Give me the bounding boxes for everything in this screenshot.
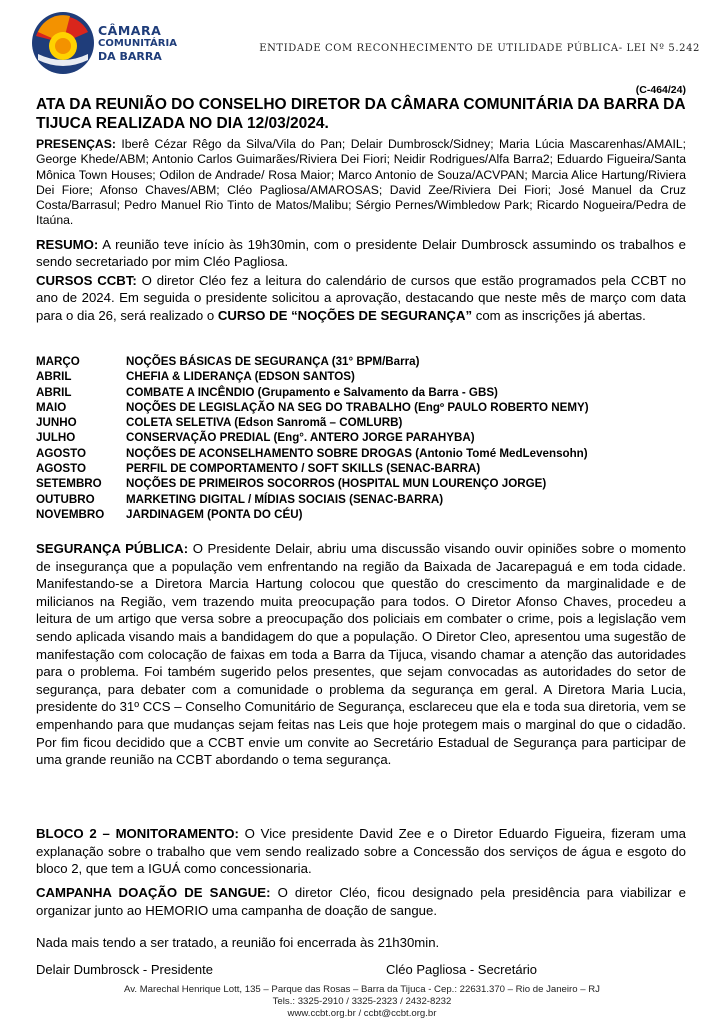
schedule-month: ABRIL: [36, 370, 72, 384]
closing-paragraph: Nada mais tendo a ser tratado, a reunião foi encerrada às 21h30min.: [36, 935, 440, 950]
schedule-row: [36, 400, 686, 415]
courses-highlight: CURSO DE “NOÇÕES DE SEGURANÇA”: [217, 307, 473, 323]
courses-paragraph: [36, 272, 686, 324]
schedule-course: NOÇÕES BÁSICAS DE SEGURANÇA (31° BPM/Barra): [126, 355, 420, 368]
footer-phones: Tels.: 3325-2910 / 3325-2323 / 2432-8232: [272, 996, 452, 1007]
blood-drive-paragraph: [36, 884, 686, 919]
letterhead: [30, 10, 700, 80]
schedule-month: AGOSTO: [36, 462, 87, 476]
monitoring-text: O Vice presidente David Zee e o Diretor Eduardo Figueira, fizeram uma explanação sobre o trabalho que vem sendo realizado sobre a Concessão dos serviços de água e esgoto do bloco 2, que tem a IGUÁ como concessionaria.: [36, 826, 686, 877]
summary-text: A reunião teve início às 19h30min, com o presidente Delair Dumbrosck assumindo os trabalhos e sendo secretariado por mim Cléo Pagliosa.: [36, 237, 686, 270]
logo-line-3: DA BARRA: [98, 50, 162, 63]
attendance-text: Iberê Cézar Rêgo da Silva/Vila do Pan; Delair Dumbrosck/Sidney; Maria Lúcia Mascarenhas/AMAIL; George Khede/ABM; Antonio Carlos Guimarães/Riviera Dei Fiori; Neidir Rodrigues/Alfa Barra2; Eduardo Figueira/Santa Mônica Town Houses; Odilon de Andrade/ Rosa Maior; Marco Antonio de Souza/ACVPAN; Marcia Alice Hartung/Riviera Dei Fiore; Afonso Chaves/ABM; Cléo Pagliosa/AMAROSAS; David Zee/Riviera Dei Fiori; José Manuel da Cruz Costa/Barrasul; Pedro Manuel Rio Tinto de Matos/Malibu; Sérgio Pernes/Wimbledow Park; Ricardo Nogueira/Pedra de Itaúna.: [36, 137, 686, 228]
footer-web: www.ccbt.org.br / ccbt@ccbt.org.br: [287, 1008, 437, 1019]
schedule-month: OUTUBRO: [36, 492, 95, 506]
signature-president: Delair Dumbrosck - Presidente: [36, 962, 214, 977]
courses-text-a: O diretor Cléo fez a leitura do calendário de cursos que estão programados pela CCBT no ano de 2024. Em seguida o presidente solicitou a aprovação, destacando que neste mês de março com data para o dia 26, será realizado o: [36, 273, 686, 323]
schedule-row: [36, 354, 686, 369]
schedule-course: CONSERVAÇÃO PREDIAL (Eng°. ANTERO JORGE PARAHYBA): [126, 431, 475, 445]
schedule-course: COLETA SELETIVA (Edson Sanromã – COMLURB): [126, 416, 403, 430]
schedule-row: [36, 385, 686, 400]
logo-wordmark: [98, 24, 177, 63]
schedule-course: JARDINAGEM (PONTA DO CÉU): [126, 507, 303, 521]
schedule-course: PERFIL DE COMPORTAMENTO / SOFT SKILLS (SENAC-BARRA): [126, 462, 481, 476]
schedule-month: NOVEMBRO: [36, 507, 105, 521]
schedule-row: [36, 492, 686, 507]
schedule-month: ABRIL: [36, 385, 72, 399]
courses-label: CURSOS CCBT:: [36, 273, 137, 288]
monitoring-label: BLOCO 2 – MONITORAMENTO:: [36, 826, 239, 841]
schedule-row: [36, 461, 686, 476]
schedule-row: [36, 430, 686, 445]
courses-text-b: com as inscrições já abertas.: [472, 307, 646, 323]
schedule-row: [36, 507, 686, 522]
schedule-month: AGOSTO: [36, 446, 87, 460]
schedule-row: [36, 415, 686, 430]
course-schedule: [36, 354, 686, 522]
schedule-course: COMBATE A INCÊNDIO (Grupamento e Salvamento da Barra - GBS): [126, 385, 498, 399]
schedule-course: CHEFIA & LIDERANÇA (EDSON SANTOS): [126, 370, 355, 384]
schedule-row: [36, 476, 686, 491]
entity-recognition-text: ENTIDADE COM RECONHECIMENTO DE UTILIDADE PÚBLICA- LEI Nº 5.242: [259, 43, 700, 54]
schedule-month: JULHO: [36, 431, 76, 445]
schedule-month: SETEMBRO: [36, 477, 102, 491]
organization-logo: [30, 10, 230, 78]
public-security-label: SEGURANÇA PÚBLICA:: [36, 541, 189, 556]
schedule-course: MARKETING DIGITAL / MÍDIAS SOCIAIS (SENAC-BARRA): [126, 492, 444, 506]
schedule-course: NOÇÕES DE ACONSELHAMENTO SOBRE DROGAS (Antonio Tomé MedLevensohn): [126, 446, 588, 460]
footer-address: Av. Marechal Henrique Lott, 135 – Parque das Rosas – Barra da Tijuca - Cep.: 22631.370 – Rio de Janeiro – RJ: [124, 984, 600, 995]
public-security-paragraph: [36, 540, 686, 769]
signature-secretary: Cléo Pagliosa - Secretário: [386, 962, 538, 977]
blood-drive-label: CAMPANHA DOAÇÃO DE SANGUE:: [36, 885, 271, 900]
schedule-month: JUNHO: [36, 416, 77, 430]
summary-paragraph: [36, 236, 686, 271]
schedule-course: NOÇÕES DE PRIMEIROS SOCORROS (HOSPITAL MUN LOURENÇO JORGE): [126, 477, 547, 491]
schedule-row: [36, 369, 686, 384]
public-security-text: O Presidente Delair, abriu uma discussão visando ouvir opiniões sobre o momento de insegurança que a população vem enfrentando na região da Baixada de Jacarepaguá e em toda cidade. Manifestando-se a Diretora Marcia Hartung colocou que questão do crescimento da marginalidade e de milicianos na Região, vem trazendo muita preocupação para todos. O Diretor Afonso Chaves, procedeu a leitura de um artigo que versa sobre a preocupação dos policiais em combater o crime, pois a legislação vem sendo aplicada visando mais a bandidagem do que a população. O Diretor Cleo, apresentou uma sugestão de manifestação com colocação de faixas em toda a Barra da Tijuca, visando chamar a atenção das autoridades para o problema. Foi também sugerido pelos presentes, que sejam convocadas as autoridades do setor de segurança, para debater com a comunidade o problema da segurança em geral. A Diretora Maria Lucia, presidente do 31º CCS – Conselho Comunitário de Segurança, esclareceu que ela e toda sua diretoria, vem se empenhando para que mudanças sejam feitas nas Leis que hoje protegem mais o marginal do que o cidadão. Por fim ficou decidido que a CCBT envie um convite ao Secretário Estadual de Segurança para participar de uma grande reunião na CCBT abordando o tema segurança.: [36, 541, 686, 768]
attendance-paragraph: [36, 137, 686, 229]
document-code: (C-464/24): [635, 84, 686, 96]
summary-label: RESUMO:: [36, 237, 99, 252]
schedule-course: NOÇÕES DE LEGISLAÇÃO NA SEG DO TRABALHO (Engº PAULO ROBERTO NEMY): [126, 400, 589, 414]
attendance-label: PRESENÇAS:: [36, 137, 116, 151]
schedule-month: MAIO: [36, 400, 67, 414]
monitoring-paragraph: [36, 825, 686, 878]
blood-drive-text: O diretor Cléo, ficou designado pela presidência para viabilizar e organizar junto ao HEMORIO uma campanha de doação de sangue.: [36, 885, 686, 918]
footer: [0, 984, 724, 1020]
schedule-row: [36, 446, 686, 461]
logo-line-1: CÂMARA: [98, 23, 162, 38]
schedule-month: MARÇO: [36, 355, 80, 368]
logo-line-2: COMUNITÁRIA: [98, 38, 177, 49]
logo-emblem-icon: [30, 10, 96, 76]
document-title: ATA DA REUNIÃO DO CONSELHO DIRETOR DA CÂMARA COMUNITÁRIA DA BARRA DA TIJUCA REALIZADA NO DIA 12/03/2024.: [36, 96, 685, 132]
